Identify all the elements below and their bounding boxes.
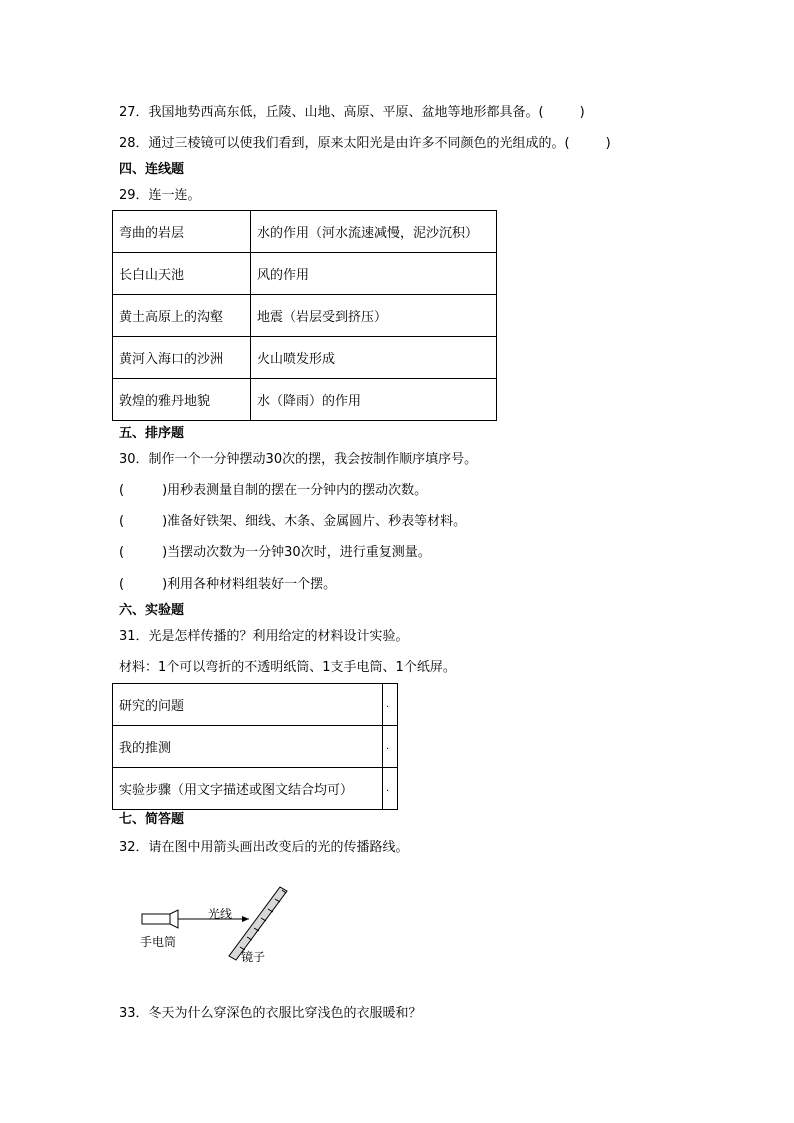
order-paren-open: (	[119, 545, 125, 560]
order-item-text: 准备好铁架、细线、木条、金属圆片、秒表等材料。	[167, 514, 467, 529]
section-heading-ordering: 五、排序题	[119, 426, 185, 441]
light-label: 光线	[208, 907, 233, 921]
light-path-figure	[135, 880, 295, 965]
order-paren-close: )	[162, 483, 168, 498]
experiment-table	[112, 683, 398, 810]
light-ray-arrowhead	[242, 916, 249, 922]
match-left-cell: 黄河入海口的沙洲	[113, 337, 251, 379]
experiment-answer-cell: .	[383, 768, 398, 810]
question-28-paren-close: )	[605, 136, 611, 151]
flashlight-label: 手电筒	[140, 935, 177, 949]
matching-table	[112, 210, 497, 421]
flashlight-body	[142, 914, 170, 924]
question-27-paren-close: )	[579, 105, 585, 120]
experiment-answer-cell: .	[383, 726, 398, 768]
order-paren-close: )	[162, 514, 168, 529]
match-left-cell: 敦煌的雅丹地貌	[113, 379, 251, 421]
match-left-cell: 弯曲的岩层	[113, 211, 251, 253]
match-right-cell: 地震（岩层受到挤压）	[251, 295, 497, 337]
question-27	[119, 105, 585, 121]
section-heading-experiment: 六、实验题	[119, 603, 185, 618]
experiment-answer-cell: .	[383, 684, 398, 726]
order-item	[119, 577, 336, 593]
order-item	[119, 545, 431, 561]
order-paren-open: (	[119, 514, 125, 529]
order-item-text: 利用各种材料组装好一个摆。	[167, 577, 337, 592]
order-paren-open: (	[119, 483, 125, 498]
experiment-label-cell: 实验步骤（用文字描述或图文结合均可）	[113, 768, 383, 810]
match-left-cell: 长白山天池	[113, 253, 251, 295]
question-28-text: 28．通过三棱镜可以使我们看到，原来太阳光是由许多不同颜色的光组成的。(	[119, 136, 570, 151]
match-right-cell: 风的作用	[251, 253, 497, 295]
question-32: 32．请在图中用箭头画出改变后的光的传播路线。	[119, 840, 409, 855]
match-left-cell: 黄土高原上的沟壑	[113, 295, 251, 337]
question-29: 29．连一连。	[119, 188, 201, 203]
match-right-cell: 水的作用（河水流速减慢，泥沙沉积）	[251, 211, 497, 253]
order-item-text: 当摆动次数为一分钟30次时，进行重复测量。	[167, 545, 431, 560]
order-paren-open: (	[119, 577, 125, 592]
experiment-label-cell: 我的推测	[113, 726, 383, 768]
experiment-label-cell: 研究的问题	[113, 684, 383, 726]
question-31: 31．光是怎样传播的？利用给定的材料设计实验。	[119, 629, 409, 644]
match-right-cell: 火山喷发形成	[251, 337, 497, 379]
question-33: 33．冬天为什么穿深色的衣服比穿浅色的衣服暖和？	[119, 1006, 422, 1021]
section-heading-short-answer: 七、简答题	[119, 812, 185, 827]
question-27-text: 27．我国地势西高东低，丘陵、山地、高原、平原、盆地等地形都具备。(	[119, 105, 544, 120]
materials-line: 材料：1个可以弯折的不透明纸筒、1支手电筒、1个纸屏。	[119, 660, 456, 675]
order-paren-close: )	[162, 577, 168, 592]
order-item	[119, 483, 427, 499]
question-30: 30．制作一个一分钟摆动30次的摆，我会按制作顺序填序号。	[119, 452, 478, 467]
question-28	[119, 136, 611, 152]
figure-drawing	[135, 880, 295, 965]
section-heading-matching: 四、连线题	[119, 162, 185, 177]
order-paren-close: )	[162, 545, 168, 560]
mirror-label: 镜子	[241, 950, 266, 964]
order-item-text: 用秒表测量自制的摆在一分钟内的摆动次数。	[167, 483, 428, 498]
order-item	[119, 514, 466, 530]
flashlight-head	[170, 910, 178, 928]
match-right-cell: 水（降雨）的作用	[251, 379, 497, 421]
